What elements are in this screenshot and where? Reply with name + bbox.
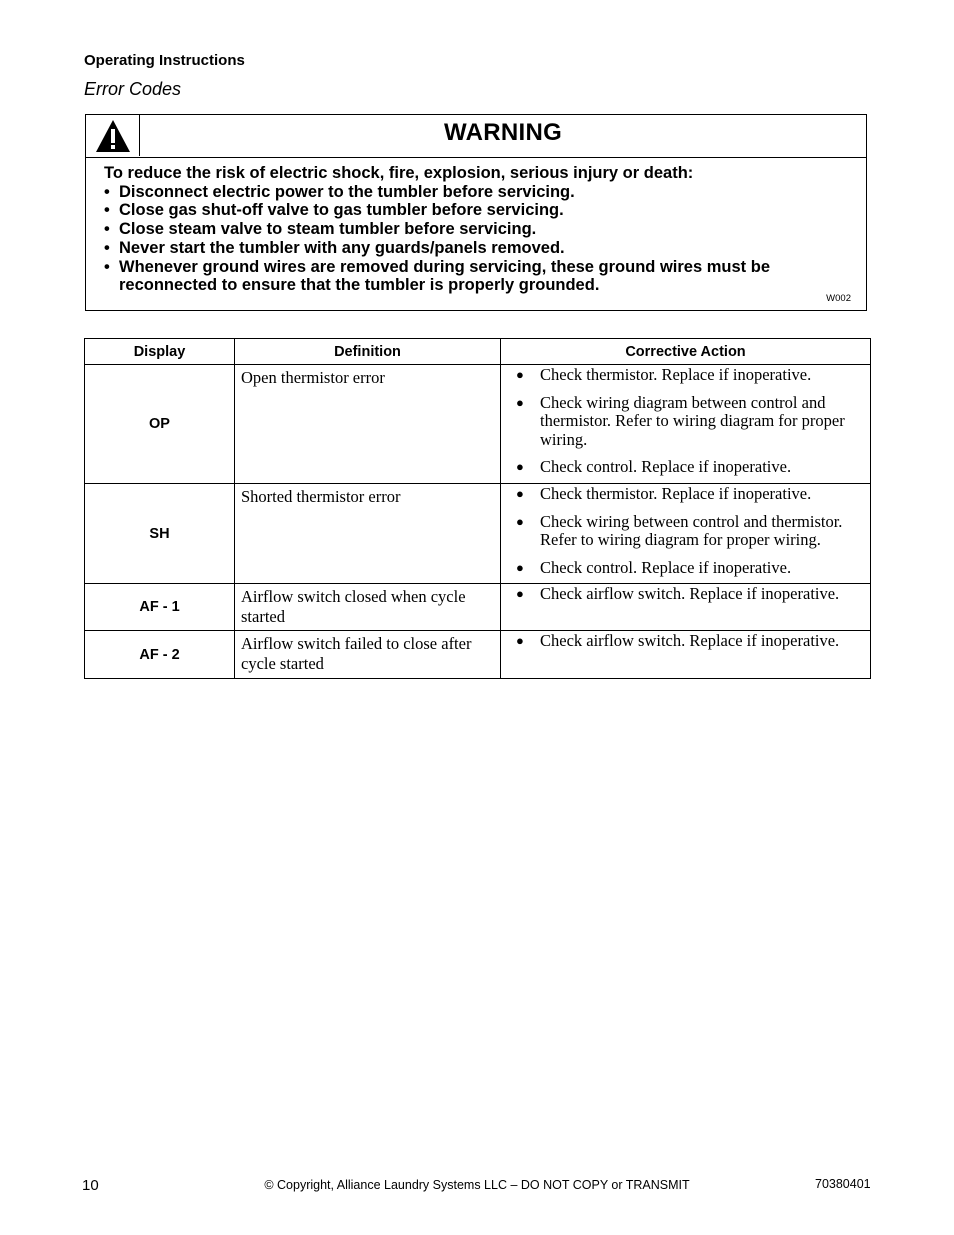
- warning-item-text: Close gas shut-off valve to gas tumbler before servicing.: [119, 201, 564, 220]
- page-number: 10: [82, 1177, 99, 1194]
- definition: Shorted thermistor error: [235, 484, 501, 584]
- action-item: [501, 485, 864, 504]
- corrective-actions: [501, 365, 871, 484]
- action-item: [501, 632, 864, 651]
- bullet-icon: ●: [516, 633, 524, 648]
- column-header-display: Display: [85, 339, 235, 365]
- bullet-icon: ●: [516, 586, 524, 601]
- action-item: [501, 585, 864, 604]
- action-text: Check thermistor. Replace if inoperative.: [540, 484, 812, 503]
- corrective-actions: [501, 631, 871, 679]
- action-text: Check control. Replace if inoperative.: [540, 457, 792, 477]
- action-text: Check control. Replace if inoperative.: [540, 557, 792, 577]
- warning-list: [104, 183, 854, 295]
- document-number: 70380401: [815, 1177, 871, 1191]
- warning-title: WARNING: [443, 119, 563, 146]
- display-code: OP: [85, 365, 235, 484]
- table-row: [85, 631, 871, 679]
- display-code: SH: [85, 484, 235, 584]
- action-text: Check thermistor. Replace if inoperative.: [540, 365, 812, 384]
- action-text: Check airflow switch. Replace if inoperative.: [540, 584, 840, 603]
- warning-item-text: Close steam valve to steam tumbler before servicing.: [119, 220, 537, 239]
- table-header-row: [85, 339, 871, 365]
- warning-body: [104, 164, 854, 295]
- display-code: AF - 2: [85, 631, 235, 679]
- bullet-icon: •: [104, 201, 110, 220]
- bullet-icon: ●: [516, 459, 524, 475]
- action-text: Check airflow switch. Replace if inoperative.: [540, 631, 840, 650]
- warning-item-text: Disconnect electric power to the tumbler before servicing.: [119, 182, 575, 201]
- table-row: [85, 365, 871, 484]
- corrective-actions: [501, 584, 871, 631]
- warning-code: W002: [826, 293, 851, 304]
- warning-header: [86, 115, 866, 158]
- table-row: [85, 584, 871, 631]
- column-header-corrective-action: Corrective Action: [501, 339, 871, 365]
- section-heading: Operating Instructions: [84, 52, 245, 69]
- column-header-definition: Definition: [235, 339, 501, 365]
- copyright-notice: © Copyright, Alliance Laundry Systems LLC – DO NOT COPY or TRANSMIT: [264, 1178, 690, 1192]
- warning-icon-cell: [86, 115, 140, 156]
- action-item: [501, 394, 864, 450]
- action-item: [501, 366, 864, 385]
- bullet-icon: •: [104, 220, 110, 239]
- error-codes-table: [84, 338, 871, 679]
- bullet-icon: •: [104, 257, 110, 276]
- definition: Airflow switch closed when cycle started: [235, 584, 501, 631]
- display-code: AF - 1: [85, 584, 235, 631]
- page-subheading: Error Codes: [84, 79, 182, 99]
- warning-item-text: Never start the tumbler with any guards/panels removed.: [119, 238, 565, 257]
- warning-item: [104, 220, 854, 239]
- warning-box: [85, 114, 867, 311]
- bullet-icon: ●: [516, 367, 524, 382]
- bullet-icon: •: [104, 182, 110, 201]
- warning-item: [104, 201, 854, 220]
- warning-intro: To reduce the risk of electric shock, fire, explosion, serious injury or death:: [104, 164, 694, 182]
- bullet-icon: ●: [516, 486, 524, 501]
- warning-item: [104, 239, 854, 258]
- warning-item: [104, 183, 854, 202]
- action-item: [501, 458, 864, 477]
- warning-item: [104, 258, 854, 295]
- bullet-icon: ●: [516, 559, 524, 575]
- bullet-icon: •: [104, 238, 110, 257]
- warning-item-text: Whenever ground wires are removed during servicing, these ground wires must be reconnected to ensure that the tumbler is properly grounded.: [119, 257, 770, 295]
- warning-triangle-icon: [95, 119, 131, 153]
- action-item: [501, 559, 864, 578]
- action-text: Check wiring diagram between control and thermistor. Refer to wiring diagram for proper wiring.: [540, 392, 845, 449]
- bullet-icon: ●: [516, 394, 524, 410]
- table-row: [85, 484, 871, 584]
- bullet-icon: ●: [516, 513, 524, 529]
- definition: Airflow switch failed to close after cycle started: [235, 631, 501, 679]
- action-item: [501, 513, 864, 550]
- corrective-actions: [501, 484, 871, 584]
- action-text: Check wiring between control and thermistor. Refer to wiring diagram for proper wiring.: [540, 511, 843, 550]
- definition: Open thermistor error: [235, 365, 501, 484]
